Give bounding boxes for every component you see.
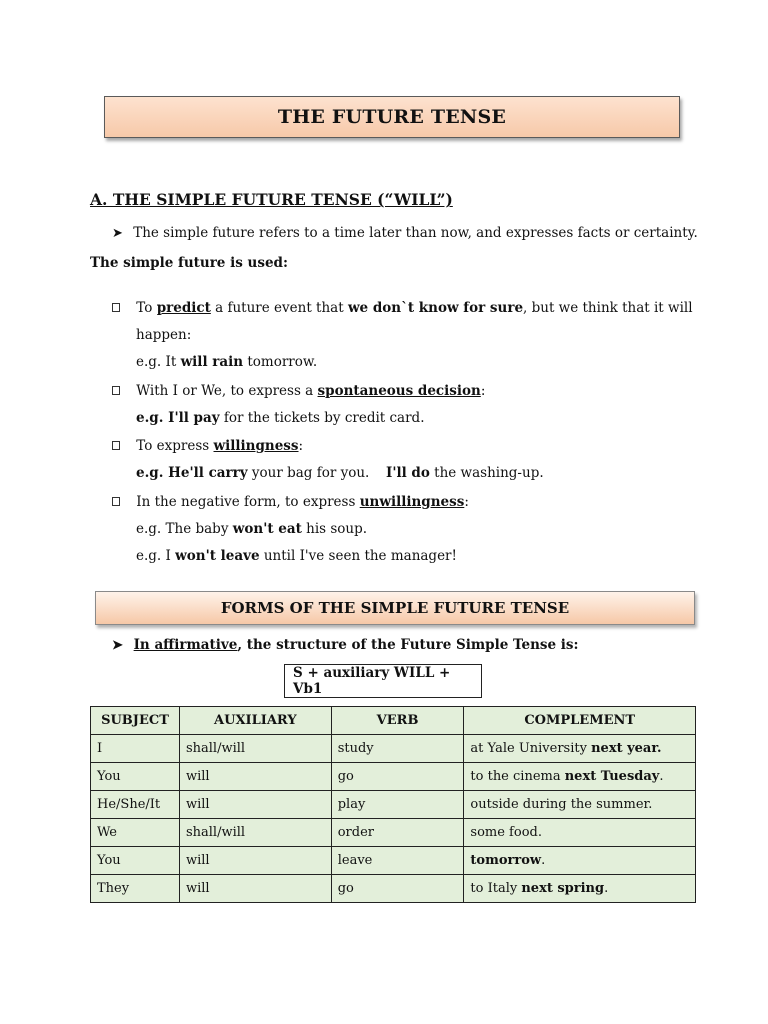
square-bullet-icon <box>112 441 120 450</box>
forms-table <box>90 706 696 903</box>
keyword-predict: predict <box>156 300 211 316</box>
cell-subject: I <box>91 735 180 763</box>
bullet-3-example-1: e.g. He'll carry your bag for you. <box>136 465 370 481</box>
cell-verb: go <box>331 763 464 791</box>
intro-line <box>112 224 698 243</box>
affirmative-line: ➤ In affirmative, the structure of the Future Simple Tense is: <box>112 637 579 653</box>
cell-auxiliary: shall/will <box>179 819 331 847</box>
arrow-bullet-icon: ➤ <box>112 638 123 653</box>
keyword-in-affirmative: In affirmative <box>133 637 238 653</box>
cell-auxiliary: will <box>179 791 331 819</box>
bullet-2: With I or We, to express a spontaneous decision: <box>112 382 485 400</box>
bullet-4-example-2: e.g. I won't leave until I've seen the manager! <box>136 548 457 564</box>
square-bullet-icon <box>112 303 120 312</box>
bullet-4: In the negative form, to express unwillingness: <box>112 493 469 511</box>
cell-verb: leave <box>331 847 464 875</box>
cell-complement: outside during the summer. <box>464 791 696 819</box>
page-title-box <box>104 96 680 138</box>
page-title: THE FUTURE TENSE <box>277 106 507 128</box>
cell-subject: He/She/It <box>91 791 180 819</box>
forms-heading: FORMS OF THE SIMPLE FUTURE TENSE <box>220 599 570 617</box>
arrow-bullet-icon: ➤ <box>112 226 123 241</box>
used-label: The simple future is used: <box>90 255 288 271</box>
header-verb: VERB <box>331 707 464 735</box>
cell-subject: You <box>91 763 180 791</box>
cell-auxiliary: will <box>179 875 331 903</box>
bullet-4-example-1: e.g. The baby won't eat his soup. <box>136 521 368 537</box>
table-row <box>91 819 696 847</box>
bullet-1-example: e.g. It will rain tomorrow. <box>136 354 318 370</box>
cell-auxiliary: shall/will <box>179 735 331 763</box>
cell-auxiliary: will <box>179 847 331 875</box>
cell-verb: order <box>331 819 464 847</box>
table-row <box>91 791 696 819</box>
bullet-3: To express willingness: <box>112 437 303 455</box>
table-header-row <box>91 707 696 735</box>
formula: S + auxiliary WILL + Vb1 <box>293 665 451 697</box>
header-auxiliary: AUXILIARY <box>179 707 331 735</box>
table-row <box>91 763 696 791</box>
keyword-spontaneous-decision: spontaneous decision <box>317 383 481 399</box>
cell-verb: study <box>331 735 464 763</box>
bullet-2-example: e.g. I'll pay for the tickets by credit card. <box>136 410 425 426</box>
bullet-1-line2: happen: <box>136 327 192 343</box>
cell-subject: We <box>91 819 180 847</box>
cell-subject: They <box>91 875 180 903</box>
square-bullet-icon <box>112 386 120 395</box>
square-bullet-icon <box>112 497 120 506</box>
forms-heading-box <box>95 591 695 625</box>
keyword-unwillingness: unwillingness <box>359 494 465 510</box>
table-row <box>91 875 696 903</box>
keyword-willingness: willingness <box>213 438 299 454</box>
table-row <box>91 735 696 763</box>
cell-subject: You <box>91 847 180 875</box>
cell-complement: at Yale University next year. <box>464 735 696 763</box>
bullet-1: To predict a future event that we don`t know for sure, but we think that it will <box>112 299 693 317</box>
section-a-heading: A. THE SIMPLE FUTURE TENSE (“WILL”) <box>90 190 453 209</box>
cell-verb: go <box>331 875 464 903</box>
cell-complement: some food. <box>464 819 696 847</box>
cell-complement: to Italy next spring. <box>464 875 696 903</box>
header-subject: SUBJECT <box>91 707 180 735</box>
intro-text: The simple future refers to a time later than now, and expresses facts or certainty. <box>133 225 698 241</box>
header-complement: COMPLEMENT <box>464 707 696 735</box>
cell-complement: to the cinema next Tuesday. <box>464 763 696 791</box>
bullet-3-example-2: I'll do the washing-up. <box>386 465 544 481</box>
cell-complement: tomorrow. <box>464 847 696 875</box>
cell-auxiliary: will <box>179 763 331 791</box>
table-row <box>91 847 696 875</box>
formula-box <box>284 664 482 698</box>
cell-verb: play <box>331 791 464 819</box>
